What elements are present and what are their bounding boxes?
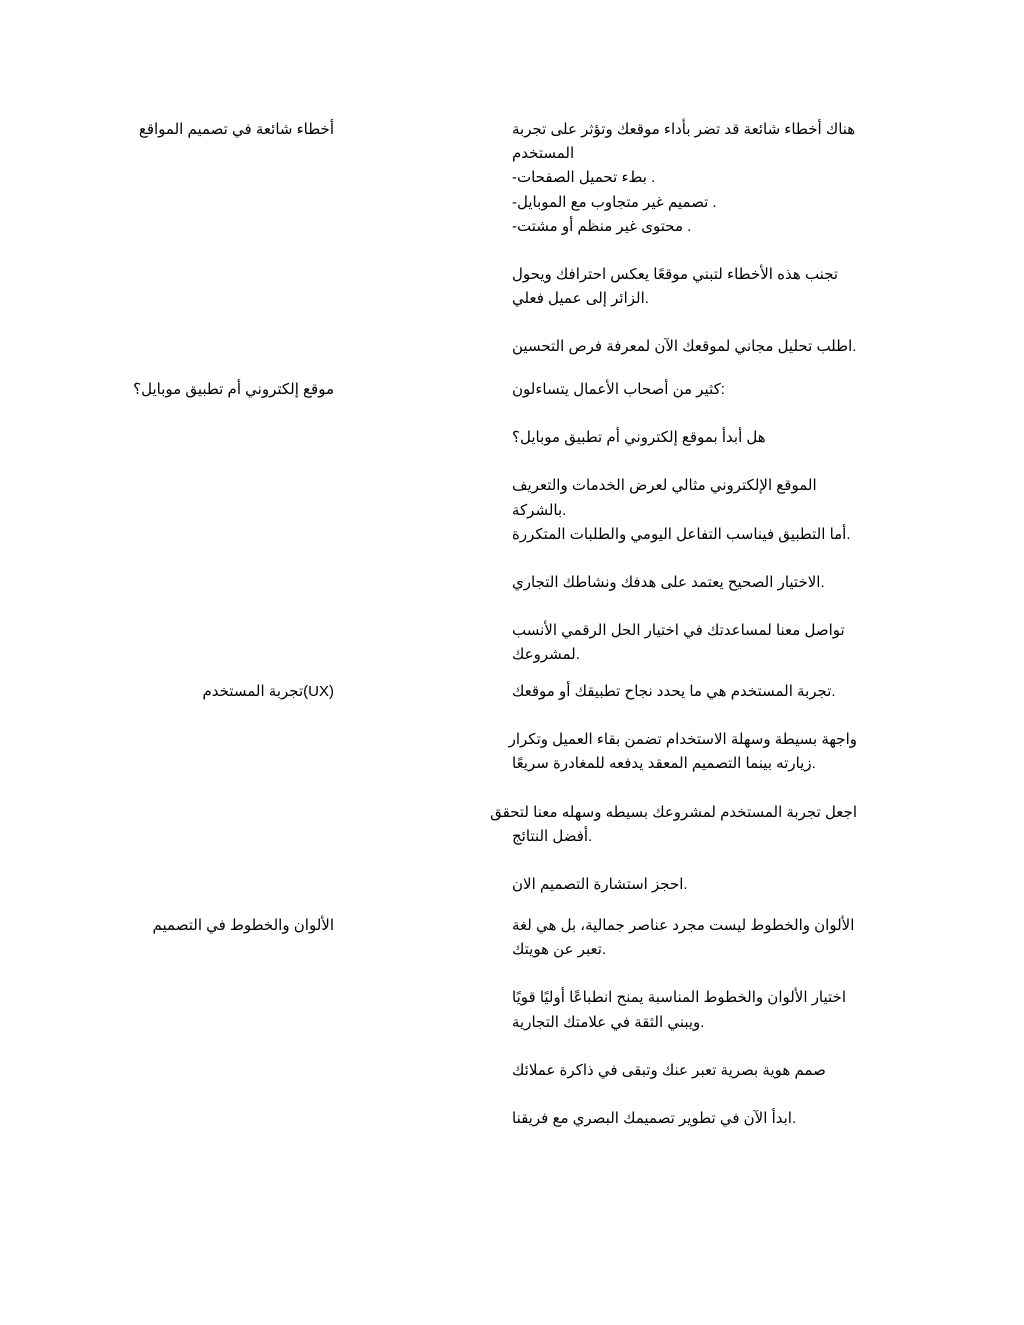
paragraph-line: .تعبر عن هويتك (512, 941, 607, 959)
paragraph-line: هناك أخطاء شائعة قد تضر بأداء موقعك وتؤثر على تجربة (512, 121, 856, 138)
paragraph-line: :كثير من أصحاب الأعمال يتساءلون (512, 381, 725, 398)
paragraph-line: تواصل معنا لمساعدتك في اختيار الحل الرقمي الأنسب (512, 622, 845, 640)
paragraph-line: .احجز استشارة التصميم الان (512, 876, 688, 894)
section-title: (UX)تجربة المستخدم (202, 683, 334, 700)
paragraph (512, 378, 857, 402)
paragraph (512, 619, 857, 667)
paragraph-line: المستخدم (512, 145, 575, 163)
section-body (512, 118, 857, 360)
paragraph-line: تجنب هذه الأخطاء لتبني موقعًا يعكس احترافك ويحول (512, 266, 839, 284)
section-title: الألوان والخطوط في التصميم (152, 917, 334, 934)
paragraph-line: .الاختيار الصحيح يعتمد على هدفك ونشاطك التجاري (512, 574, 825, 592)
section-title: أخطاء شائعة في تصميم المواقع (138, 121, 334, 138)
paragraph (512, 335, 857, 359)
paragraph-line: صمم هوية بصرية تعبر عنك وتبقى في ذاكرة عملائك (512, 1061, 826, 1079)
section-body (512, 378, 857, 668)
paragraph-line: .ابدأ الآن في تطوير تصميمك البصري مع فريقنا (512, 1110, 797, 1128)
paragraph-line: الألوان والخطوط ليست مجرد عناصر جمالية، بل هي لغة (512, 917, 855, 934)
paragraph (490, 801, 857, 849)
paragraph (512, 873, 857, 897)
paragraph (512, 914, 857, 962)
paragraph-line: اختيار الألوان والخطوط المناسبة يمنح انطباعًا أوليًا قويًا (512, 989, 846, 1007)
section-title: موقع إلكتروني أم تطبيق موبايل؟ (133, 381, 334, 398)
paragraph-line: .لمشروعك (512, 646, 580, 664)
paragraph-line: . محتوى غير منظم أو مشتت- (512, 217, 692, 235)
paragraph-line: هل أبدأ بموقع إلكتروني أم تطبيق موبايل؟ (512, 429, 766, 447)
section-body (512, 914, 857, 1131)
paragraph-line: اجعل تجربة المستخدم لمشروعك بسيطه وسهله معنا لتحقق (490, 803, 857, 821)
paragraph-line: .الزائر إلى عميل فعلي (512, 290, 649, 308)
paragraph (512, 263, 857, 311)
paragraph-line: الموقع الإلكتروني مثالي لعرض الخدمات والتعريف (512, 477, 817, 495)
paragraph-line: .أما التطبيق فيناسب التفاعل اليومي والطلبات المتكررة (512, 525, 851, 543)
paragraph (512, 571, 857, 595)
paragraph-line: .زيارته بينما التصميم المعقد يدفعه للمغادرة سريعًا (512, 755, 816, 773)
paragraph (512, 680, 857, 704)
paragraph (512, 118, 857, 239)
paragraph (512, 1059, 857, 1083)
paragraph-line: . تصميم غير متجاوب مع الموبايل- (512, 193, 717, 211)
paragraph-line: . بطء تحميل الصفحات- (512, 169, 656, 187)
paragraph-line: .اطلب تحليل مجاني لموقعك الآن لمعرفة فرص التحسين (512, 338, 857, 356)
paragraph-line: .ويبني الثقة في علامتك التجارية (512, 1013, 705, 1031)
paragraph (508, 728, 857, 776)
paragraph (512, 474, 857, 547)
paragraph-line: واجهة بسيطة وسهلة الاستخدام تضمن بقاء العميل وتكرار (508, 731, 857, 749)
paragraph (512, 426, 857, 450)
paragraph (512, 1107, 857, 1131)
paragraph (512, 986, 857, 1034)
paragraph-line: .أفضل النتائج (512, 827, 593, 845)
paragraph-line: .تجربة المستخدم هي ما يحدد نجاح تطبيقك أو موقعك (512, 683, 836, 700)
paragraph-line: .بالشركة (512, 501, 567, 519)
section-body (490, 680, 857, 897)
